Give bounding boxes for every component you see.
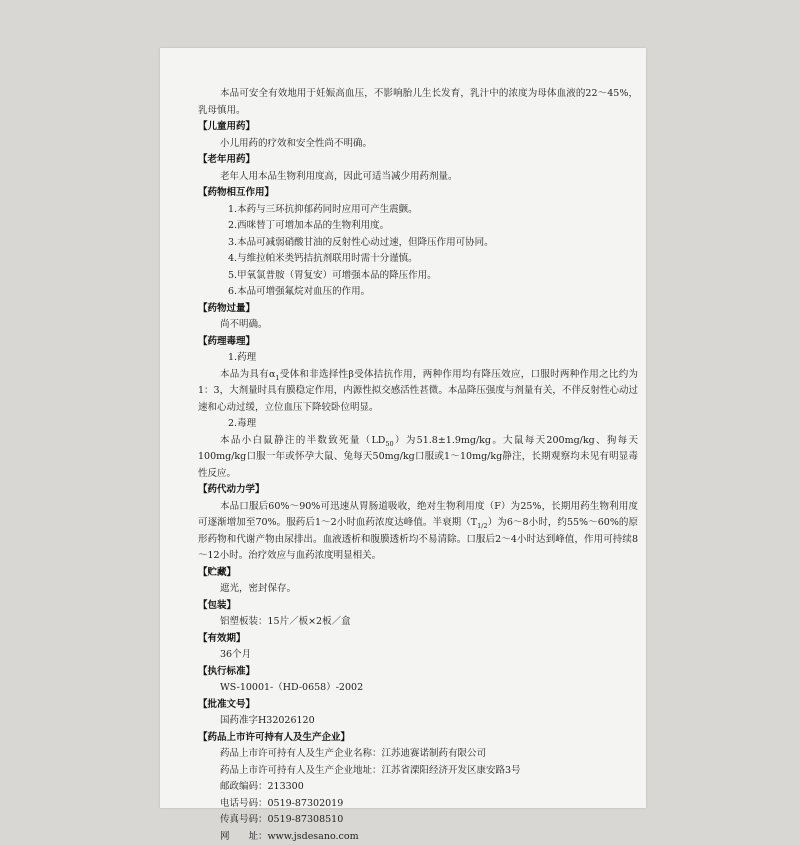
- storage-heading: 【贮藏】: [198, 565, 638, 582]
- approval-text: 国药准字H32026120: [198, 713, 638, 730]
- pk-heading: 【药代动力学】: [198, 482, 638, 499]
- holder-line: 药品上市许可持有人及生产企业地址：江苏省溧阳经济开发区康安路3号: [198, 763, 638, 780]
- leaflet-text: [198, 86, 638, 845]
- approval-heading: 【批准文号】: [198, 697, 638, 714]
- elderly-text: 老年人用本品生物利用度高，因此可适当减少用药剂量。: [198, 169, 638, 186]
- overdose-heading: 【药物过量】: [198, 301, 638, 318]
- interaction-item: 3.本品可减弱硝酸甘油的反射性心动过速，但降压作用可协同。: [198, 235, 638, 252]
- toxicology-text: 本品小白鼠静注的半数致死量$(LD_{50})$为51.8±1.9mg/kg。大鼠每天200mg/kg、狗每天100mg/kg口服一年或怀孕大鼠、兔每天50mg/kg口服或1～10mg/kg静注，长期观察均未见有明显毒性反应。: [198, 433, 638, 483]
- holder-line: 药品上市许可持有人及生产企业名称：江苏迪赛诺制药有限公司: [198, 746, 638, 763]
- storage-text: 遮光，密封保存。: [198, 581, 638, 598]
- holder-heading: 【药品上市许可持有人及生产企业】: [198, 730, 638, 747]
- validity-heading: 【有效期】: [198, 631, 638, 648]
- interaction-item: 6.本品可增强氟烷对血压的作用。: [198, 284, 638, 301]
- pharmtox-heading: 【药理毒理】: [198, 334, 638, 351]
- package-heading: 【包装】: [198, 598, 638, 615]
- elderly-heading: 【老年用药】: [198, 152, 638, 169]
- pharmacology-subheading: 1.药理: [198, 350, 638, 367]
- pk-text: 本品口服后60%～90%可迅速从胃肠道吸收，绝对生物利用度（F）为25%，长期用药生物利用度可逐渐增加至70%。服药后1～2小时血药浓度达峰值。半衰期$(T_{1/2})$为6～8小时，约55%～60%的原形药物和代谢产物由尿排出。血液透析和腹膜透析均不易清除。口服后2～4小时达到峰值，作用可持续8～12小时。治疗效应与血药浓度明显相关。: [198, 499, 638, 565]
- interaction-item: 1.本药与三环抗抑郁药同时应用可产生震颤。: [198, 202, 638, 219]
- validity-text: 36个月: [198, 647, 638, 664]
- pediatric-heading: 【儿童用药】: [198, 119, 638, 136]
- holder-line: 邮政编码：213300: [198, 779, 638, 796]
- interaction-item: 2.西咪替丁可增加本品的生物利用度。: [198, 218, 638, 235]
- holder-line: 网 址：www.jsdesano.com: [198, 829, 638, 845]
- interactions-heading: 【药物相互作用】: [198, 185, 638, 202]
- interaction-item: 5.甲氧氯普胺（胃复安）可增强本品的降压作用。: [198, 268, 638, 285]
- interaction-item: 4.与维拉帕米类钙拮抗剂联用时需十分谨慎。: [198, 251, 638, 268]
- standard-heading: 【执行标准】: [198, 664, 638, 681]
- holder-line: 传真号码：0519-87308510: [198, 812, 638, 829]
- pharmacology-text: 本品为具有$\alpha_1$受体和非选择性β受体拮抗作用，两种作用均有降压效应，口服时两种作用之比约为1：3，大剂量时具有膜稳定作用，内源性拟交感活性甚微。本品降压强度与剂量有关，不伴反射性心动过速和心动过缓，立位血压下降较卧位明显。: [198, 367, 638, 417]
- pregnancy-paragraph: 本品可安全有效地用于妊娠高血压，不影响胎儿生长发育，乳汁中的浓度为母体血液的22～45%，乳母慎用。: [198, 86, 638, 119]
- standard-text: WS-10001-（HD-0658）-2002: [198, 680, 638, 697]
- pediatric-text: 小儿用药的疗效和安全性尚不明确。: [198, 136, 638, 153]
- overdose-text: 尚不明确。: [198, 317, 638, 334]
- holder-line: 电话号码：0519-87302019: [198, 796, 638, 813]
- toxicology-subheading: 2.毒理: [198, 416, 638, 433]
- package-text: 铝塑板装：15片／板×2板／盒: [198, 614, 638, 631]
